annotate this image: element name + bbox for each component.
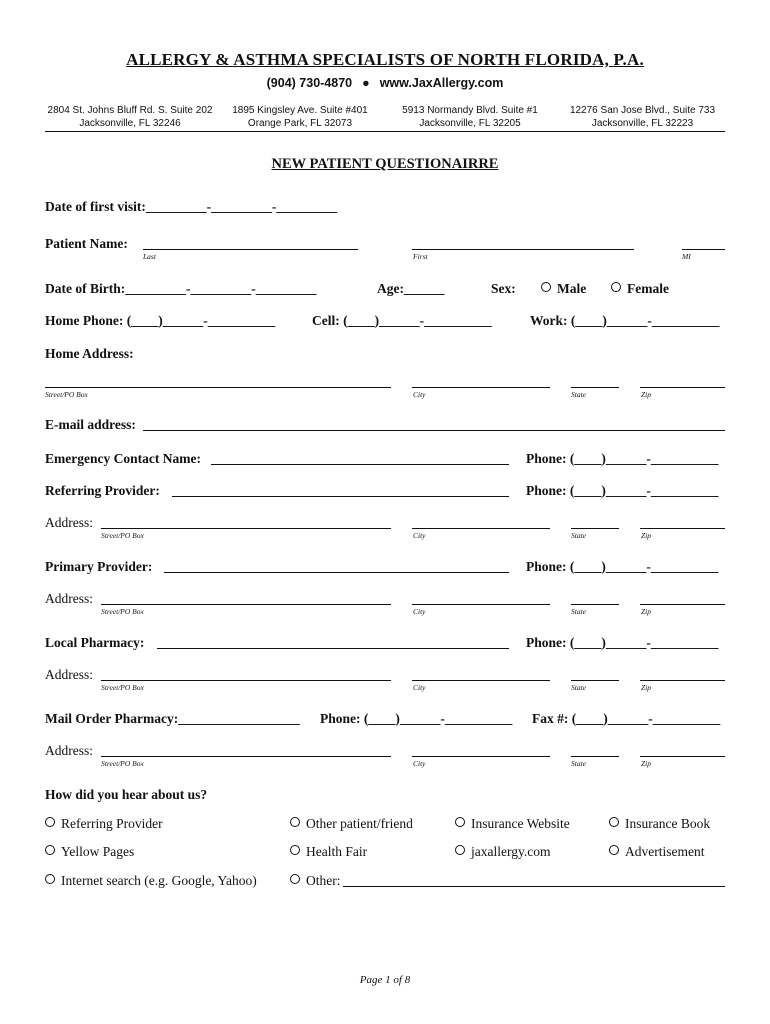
sex-female-option[interactable] bbox=[611, 281, 669, 297]
email-label: E-mail address: bbox=[45, 417, 136, 432]
radio-icon[interactable] bbox=[611, 282, 621, 292]
referring-zip-input[interactable] bbox=[640, 528, 725, 529]
primary-street-input[interactable] bbox=[101, 604, 391, 605]
page-number: Page 1 of 8 bbox=[359, 974, 411, 986]
street-caption: Street/PO Box bbox=[101, 607, 144, 616]
office-city: Jacksonville, FL 32246 bbox=[79, 118, 181, 129]
primary-zip-input[interactable] bbox=[640, 604, 725, 605]
primary-provider-label: Primary Provider: bbox=[45, 559, 153, 574]
header-divider bbox=[45, 131, 725, 132]
mail-order-phone-field[interactable]: Phone: (____)______-__________ bbox=[320, 711, 513, 726]
primary-phone-field[interactable]: Phone: (____)______-__________ bbox=[526, 559, 719, 574]
radio-icon[interactable] bbox=[290, 845, 300, 855]
practice-name: ALLERGY & ASTHMA SPECIALISTS OF NORTH FLORIDA, P.A. bbox=[126, 50, 644, 69]
referring-city-input[interactable] bbox=[412, 528, 550, 529]
cell-phone-field[interactable]: Cell: (____)______-__________ bbox=[312, 313, 492, 328]
last-caption: Last bbox=[143, 252, 156, 261]
radio-icon[interactable] bbox=[609, 817, 619, 827]
street-caption: Street/PO Box bbox=[101, 683, 144, 692]
state-caption: State bbox=[571, 607, 586, 616]
mail-order-street-input[interactable] bbox=[101, 756, 391, 757]
primary-city-input[interactable] bbox=[412, 604, 550, 605]
zip-caption: Zip bbox=[641, 683, 652, 692]
office-address-4 bbox=[560, 104, 725, 130]
option-label: Insurance Book bbox=[625, 816, 711, 831]
referral-source-question: How did you hear about us? bbox=[45, 787, 208, 802]
contact-line bbox=[0, 76, 770, 90]
referring-provider-input[interactable] bbox=[172, 496, 509, 497]
office-address-1 bbox=[45, 104, 215, 130]
option-insurance-book[interactable] bbox=[609, 816, 710, 832]
zip-caption: Zip bbox=[641, 607, 652, 616]
bullet-separator: ● bbox=[362, 76, 370, 90]
pharmacy-address-label: Address: bbox=[45, 667, 93, 682]
emergency-phone-field[interactable]: Phone: (____)______-__________ bbox=[526, 451, 719, 466]
middle-initial-input[interactable] bbox=[682, 249, 725, 250]
referring-phone-field[interactable]: Phone: (____)______-__________ bbox=[526, 483, 719, 498]
radio-icon[interactable] bbox=[45, 817, 55, 827]
age-field[interactable]: Age:______ bbox=[377, 281, 445, 296]
pharmacy-phone-field[interactable]: Phone: (____)______-__________ bbox=[526, 635, 719, 650]
state-caption: State bbox=[571, 683, 586, 692]
home-city-input[interactable] bbox=[412, 387, 550, 388]
patient-name-label: Patient Name: bbox=[45, 236, 128, 251]
office-street: 1895 Kingsley Ave. Suite #401 bbox=[232, 105, 368, 116]
radio-icon[interactable] bbox=[609, 845, 619, 855]
option-jaxallergy[interactable] bbox=[455, 844, 550, 860]
local-pharmacy-input[interactable] bbox=[157, 648, 509, 649]
pharmacy-state-input[interactable] bbox=[571, 680, 619, 681]
mail-order-fax-field[interactable]: Fax #: (____)______-__________ bbox=[532, 711, 721, 726]
option-label: Other: bbox=[306, 873, 341, 888]
referring-provider-label: Referring Provider: bbox=[45, 483, 160, 498]
option-other[interactable] bbox=[290, 873, 341, 889]
mail-order-pharmacy-field[interactable]: Mail Order Pharmacy:__________________ bbox=[45, 711, 300, 726]
city-caption: City bbox=[413, 390, 426, 399]
radio-icon[interactable] bbox=[290, 817, 300, 827]
option-label: Yellow Pages bbox=[61, 844, 135, 859]
option-health-fair[interactable] bbox=[290, 844, 367, 860]
city-caption: City bbox=[413, 531, 426, 540]
first-visit-field[interactable]: Date of first visit:_________-_________-_________ bbox=[45, 199, 338, 214]
zip-caption: Zip bbox=[641, 531, 652, 540]
sex-label: Sex: bbox=[491, 281, 516, 296]
home-street-input[interactable] bbox=[45, 387, 391, 388]
option-label: Referring Provider bbox=[61, 816, 163, 831]
male-label: Male bbox=[557, 281, 587, 296]
practice-website: www.JaxAllergy.com bbox=[379, 76, 504, 90]
last-name-input[interactable] bbox=[143, 249, 358, 250]
mail-order-city-input[interactable] bbox=[412, 756, 550, 757]
home-zip-input[interactable] bbox=[640, 387, 725, 388]
mail-order-state-input[interactable] bbox=[571, 756, 619, 757]
primary-address-label: Address: bbox=[45, 591, 93, 606]
option-label: jaxallergy.com bbox=[471, 844, 551, 859]
option-internet-search[interactable] bbox=[45, 873, 257, 889]
state-caption: State bbox=[571, 390, 586, 399]
primary-provider-input[interactable] bbox=[164, 572, 509, 573]
mail-order-zip-input[interactable] bbox=[640, 756, 725, 757]
radio-icon[interactable] bbox=[455, 845, 465, 855]
option-yellow-pages[interactable] bbox=[45, 844, 134, 860]
zip-caption: Zip bbox=[641, 390, 652, 399]
state-caption: State bbox=[571, 759, 586, 768]
sex-male-option[interactable] bbox=[541, 281, 586, 297]
primary-state-input[interactable] bbox=[571, 604, 619, 605]
office-city: Jacksonville, FL 32223 bbox=[591, 118, 694, 129]
other-source-input[interactable] bbox=[343, 886, 725, 887]
city-caption: City bbox=[413, 683, 426, 692]
first-caption: First bbox=[413, 252, 428, 261]
practice-phone: (904) 730-4870 bbox=[266, 76, 353, 90]
referring-street-input[interactable] bbox=[101, 528, 391, 529]
pharmacy-street-input[interactable] bbox=[101, 680, 391, 681]
option-advertisement[interactable] bbox=[609, 844, 704, 860]
option-other-patient[interactable] bbox=[290, 816, 413, 832]
option-label: Advertisement bbox=[625, 844, 705, 859]
radio-icon[interactable] bbox=[290, 874, 300, 884]
home-phone-field[interactable]: Home Phone: (____)______-__________ bbox=[45, 313, 276, 328]
work-phone-field[interactable]: Work: (____)______-__________ bbox=[530, 313, 720, 328]
local-pharmacy-label: Local Pharmacy: bbox=[45, 635, 145, 650]
mi-caption: MI bbox=[682, 252, 691, 261]
office-city: Orange Park, FL 32073 bbox=[247, 118, 353, 129]
referring-state-input[interactable] bbox=[571, 528, 619, 529]
pharmacy-city-input[interactable] bbox=[412, 680, 550, 681]
office-street: 2804 St. Johns Bluff Rd. S. Suite 202 bbox=[47, 105, 213, 116]
option-label: Internet search (e.g. Google, Yahoo) bbox=[61, 873, 257, 888]
street-caption: Street/PO Box bbox=[45, 390, 88, 399]
referring-address-label: Address: bbox=[45, 515, 93, 530]
radio-icon[interactable] bbox=[45, 874, 55, 884]
form-title: NEW PATIENT QUESTIONAIRRE bbox=[271, 156, 499, 172]
radio-icon[interactable] bbox=[45, 845, 55, 855]
emergency-contact-input[interactable] bbox=[211, 464, 509, 465]
first-name-input[interactable] bbox=[412, 249, 634, 250]
city-caption: City bbox=[413, 759, 426, 768]
email-input[interactable] bbox=[143, 430, 725, 431]
city-caption: City bbox=[413, 607, 426, 616]
option-label: Health Fair bbox=[306, 844, 368, 859]
office-address-2 bbox=[225, 104, 375, 130]
emergency-contact-label: Emergency Contact Name: bbox=[45, 451, 201, 466]
street-caption: Street/PO Box bbox=[101, 531, 144, 540]
state-caption: State bbox=[571, 531, 586, 540]
radio-icon[interactable] bbox=[455, 817, 465, 827]
home-state-input[interactable] bbox=[571, 387, 619, 388]
home-address-label: Home Address: bbox=[45, 346, 134, 361]
mail-order-address-label: Address: bbox=[45, 743, 93, 758]
option-label: Other patient/friend bbox=[306, 816, 413, 831]
office-city: Jacksonville, FL 32205 bbox=[419, 118, 521, 129]
office-street: 12276 San Jose Blvd., Suite 733 bbox=[569, 105, 716, 116]
option-label: Insurance Website bbox=[471, 816, 570, 831]
street-caption: Street/PO Box bbox=[101, 759, 144, 768]
option-referring-provider[interactable] bbox=[45, 816, 163, 832]
pharmacy-zip-input[interactable] bbox=[640, 680, 725, 681]
female-label: Female bbox=[627, 281, 669, 296]
office-street: 5913 Normandy Blvd. Suite #1 bbox=[402, 105, 538, 116]
radio-icon[interactable] bbox=[541, 282, 551, 292]
option-insurance-website[interactable] bbox=[455, 816, 570, 832]
zip-caption: Zip bbox=[641, 759, 652, 768]
dob-field[interactable]: Date of Birth:_________-_________-_________ bbox=[45, 281, 317, 296]
office-address-3 bbox=[395, 104, 545, 130]
